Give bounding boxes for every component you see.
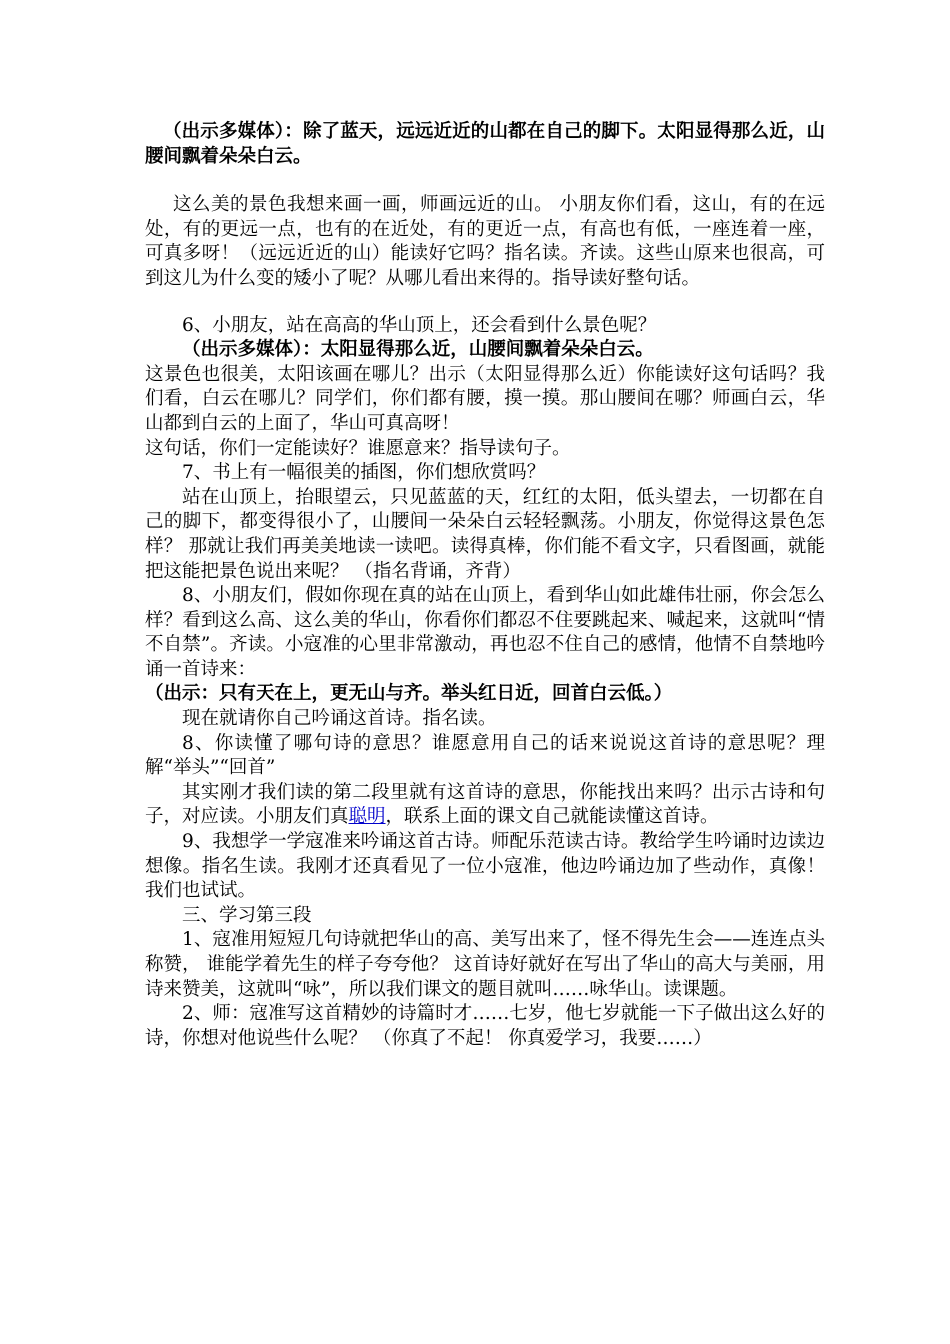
paragraph-match-text-before: 其实刚才我们读的第二段里就有这首诗的意思，你能找出来吗？出示古诗和句子，对应读。小朋友们真 [145,781,825,828]
poem-display: （出示：只有天在上，更无山与齐。举头红日近，回首白云低。） [145,683,673,705]
paragraph-match [145,781,825,830]
smart-link[interactable]: 聪明 [348,806,386,828]
paragraph-step-2-teacher: 2、师：寇准写这首精妙的诗篇时才……七岁，他七岁就能一下子做出这么好的诗，你想对他说些什么呢？ （你真了不起！ 你真爱学习，我要……） [145,1003,825,1049]
paragraph-step-7: 7、书上有一幅很美的插图，你们想欣赏吗？ [182,462,546,484]
paragraph-meaning: 8、你读懂了哪句诗的意思？谁愿意用自己的话来说说这首诗的意思呢？理解“举头”“回首” [145,732,825,779]
paragraph-match-text-after: ，联系上面的课文自己就能读懂这首诗。 [385,806,719,828]
multimedia-caption-1: （出示多媒体）：除了蓝天，远远近近的山都在自己的脚下。太阳显得那么近，山腰间飘着朵朵白云。 [145,121,825,167]
paragraph-recite: 现在就请你自己吟诵这首诗。指名读。 [182,708,497,730]
paragraph-step-1-praise: 1、寇准用短短几句诗就把华山的高、美写出来了，怪不得先生会——连连点头称赞， 谁能学着先生的样子夸夸他？ 这首诗好就好在写出了华山的高大与美丽，用诗来赞美，这就叫“咏”，所以我们课文的题目就叫……咏华山。读课题。 [145,929,825,1000]
paragraph-step-9: 9、我想学一学寇准来吟诵这首古诗。师配乐范读古诗。教给学生吟诵时边读边想像。指名生读。我刚才还真看见了一位小寇准，他边吟诵边加了些动作，真像！ 我们也试试。 [145,831,825,902]
document-page [145,120,825,1051]
section-heading-part-3: 三、学习第三段 [182,904,312,926]
paragraph-read-sentence: 这句话，你们一定能读好？谁愿意来？指导读句子。 [145,437,571,459]
multimedia-caption-2: （出示多媒体）：太阳显得那么近，山腰间飘着朵朵白云。 [182,339,654,361]
paragraph-sun-clouds: 这景色也很美，太阳该画在哪儿？出示（太阳显得那么近）你能读好这句话吗？我们看，白云在哪儿？同学们，你们都有腰，摸一摸。那山腰间在哪？师画白云，华山都到白云的上面了，华山可真高呀！ [145,363,825,434]
paragraph-step-8: 8、小朋友们，假如你现在真的站在山顶上，看到华山如此雄伟壮丽，你会怎么样？看到这么高、这么美的华山，你看你们都忍不住要跳起来、喊起来，这就叫“情不自禁”。齐读。小寇准的心里非常激动，再也忍不住自己的感情，他情不自禁地吟诵一首诗来： [145,585,825,680]
paragraph-illustration: 站在山顶上，抬眼望云，只见蓝蓝的天，红红的太阳，低头望去，一切都在自己的脚下，都变得很小了，山腰间一朵朵白云轻轻飘荡。小朋友，你觉得这景色怎样？ 那就让我们再美美地读一读吧。读得真棒，你们能不看文字，只看图画，就能把这能把景色说出来呢？ （指名背诵，齐背） [145,486,825,582]
paragraph-draw-mountains: 这么美的景色我想来画一画，师画远近的山。 小朋友你们看，这山，有的在远处，有的更远一点，也有的在近处，有的更近一点，有高也有低，一座连着一座，可真多呀！（远远近近的山）能读好它吗？指名读。齐读。这些山原来也很高，可到这儿为什么变的矮小了呢？从哪儿看出来得的。指导读好整句话。 [145,194,825,289]
paragraph-step-6: 6、小朋友，站在高高的华山顶上，还会看到什么景色呢？ [182,314,657,336]
